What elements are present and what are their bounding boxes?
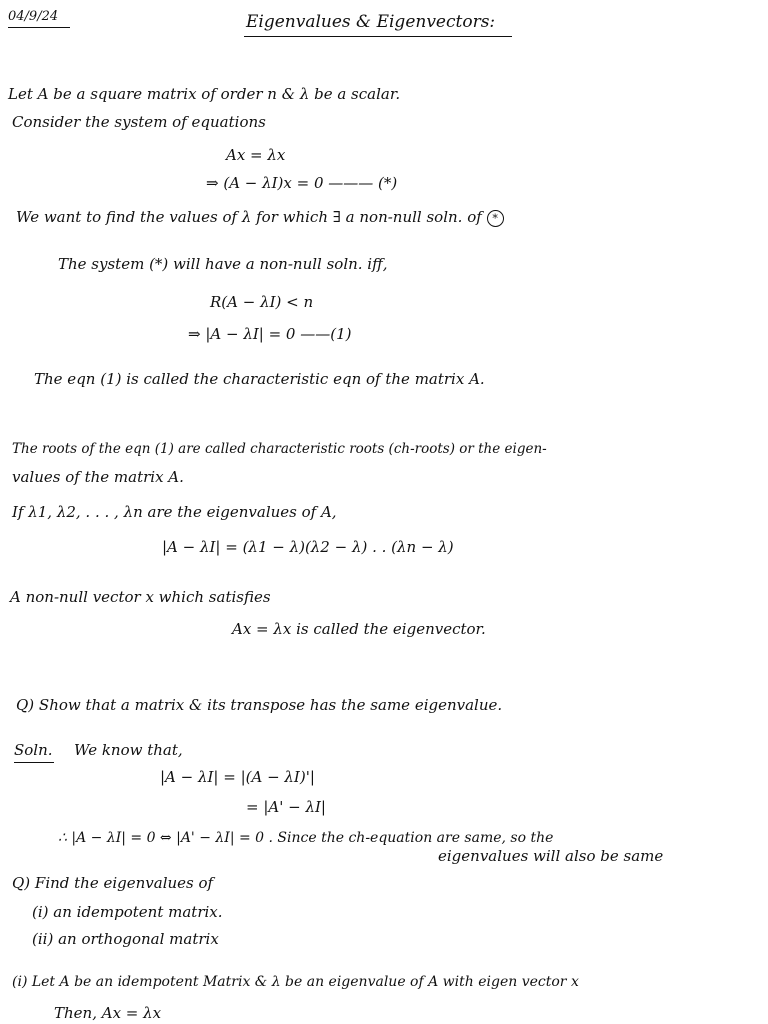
characteristic-equation-line: The eqn (1) is called the characteristic eqn of the matrix A. xyxy=(34,370,485,388)
title-underline xyxy=(244,36,512,37)
roots-line-2: values of the matrix A. xyxy=(12,468,184,486)
determinant-equation: ⇒ |A − λI| = 0 ——(1) xyxy=(188,325,352,343)
rank-condition: R(A − λI) < n xyxy=(210,293,314,311)
product-formula: |A − λI| = (λ1 − λ)(λ2 − λ) . . (λn − λ) xyxy=(162,538,454,556)
question-1: Q) Show that a matrix & its transpose has the same eigenvalue. xyxy=(16,696,503,714)
solution-label: Soln. xyxy=(14,741,53,759)
non-null-vector-line: A non-null vector x which satisfies xyxy=(10,588,271,606)
question-2-part-ii: (ii) an orthogonal matrix xyxy=(32,930,219,948)
want-text: We want to find the values of λ for which ∃ a non-null soln. of xyxy=(16,208,482,226)
eigenvector-definition: Ax = λx is called the eigenvector. xyxy=(232,620,486,638)
then-line: Then, Ax = λx xyxy=(54,1004,162,1022)
equation-star: ⇒ (A − λI)x = 0 ——— (*) xyxy=(206,174,398,192)
equation-ax-lambda-x: Ax = λx xyxy=(226,146,286,164)
eigenvalues-if-line: If λ1, λ2, . . . , λn are the eigenvalues of A, xyxy=(12,503,337,521)
solution-underline xyxy=(14,762,54,763)
intro-line-1: Let A be a square matrix of order n & λ be a scalar. xyxy=(8,85,401,103)
roots-line-1: The roots of the eqn (1) are called characteristic roots (ch-roots) or the eigen- xyxy=(12,441,547,457)
system-line: The system (*) will have a non-null soln. iff, xyxy=(58,255,388,273)
intro-line-2: Consider the system of equations xyxy=(12,113,266,131)
question-2-part-i: (i) an idempotent matrix. xyxy=(32,903,223,921)
part-i-solution: (i) Let A be an idempotent Matrix & λ be an eigenvalue of A with eigen vector x xyxy=(12,974,579,990)
question-2: Q) Find the eigenvalues of xyxy=(12,874,214,892)
solution-equation-1: |A − λI| = |(A − λI)'| xyxy=(160,768,315,786)
page-title: Eigenvalues & Eigenvectors: xyxy=(246,12,496,32)
star-reference-circle: * xyxy=(487,210,504,227)
date: 04/9/24 xyxy=(8,9,59,24)
date-underline xyxy=(8,27,70,28)
want-line xyxy=(16,210,504,227)
solution-intro: We know that, xyxy=(74,741,183,759)
solution-equation-4: eigenvalues will also be same xyxy=(438,847,664,865)
solution-equation-2: = |A' − λI| xyxy=(246,798,326,816)
solution-equation-3: ∴ |A − λI| = 0 ⇔ |A' − λI| = 0 . Since the ch-equation are same, so the xyxy=(58,830,554,846)
